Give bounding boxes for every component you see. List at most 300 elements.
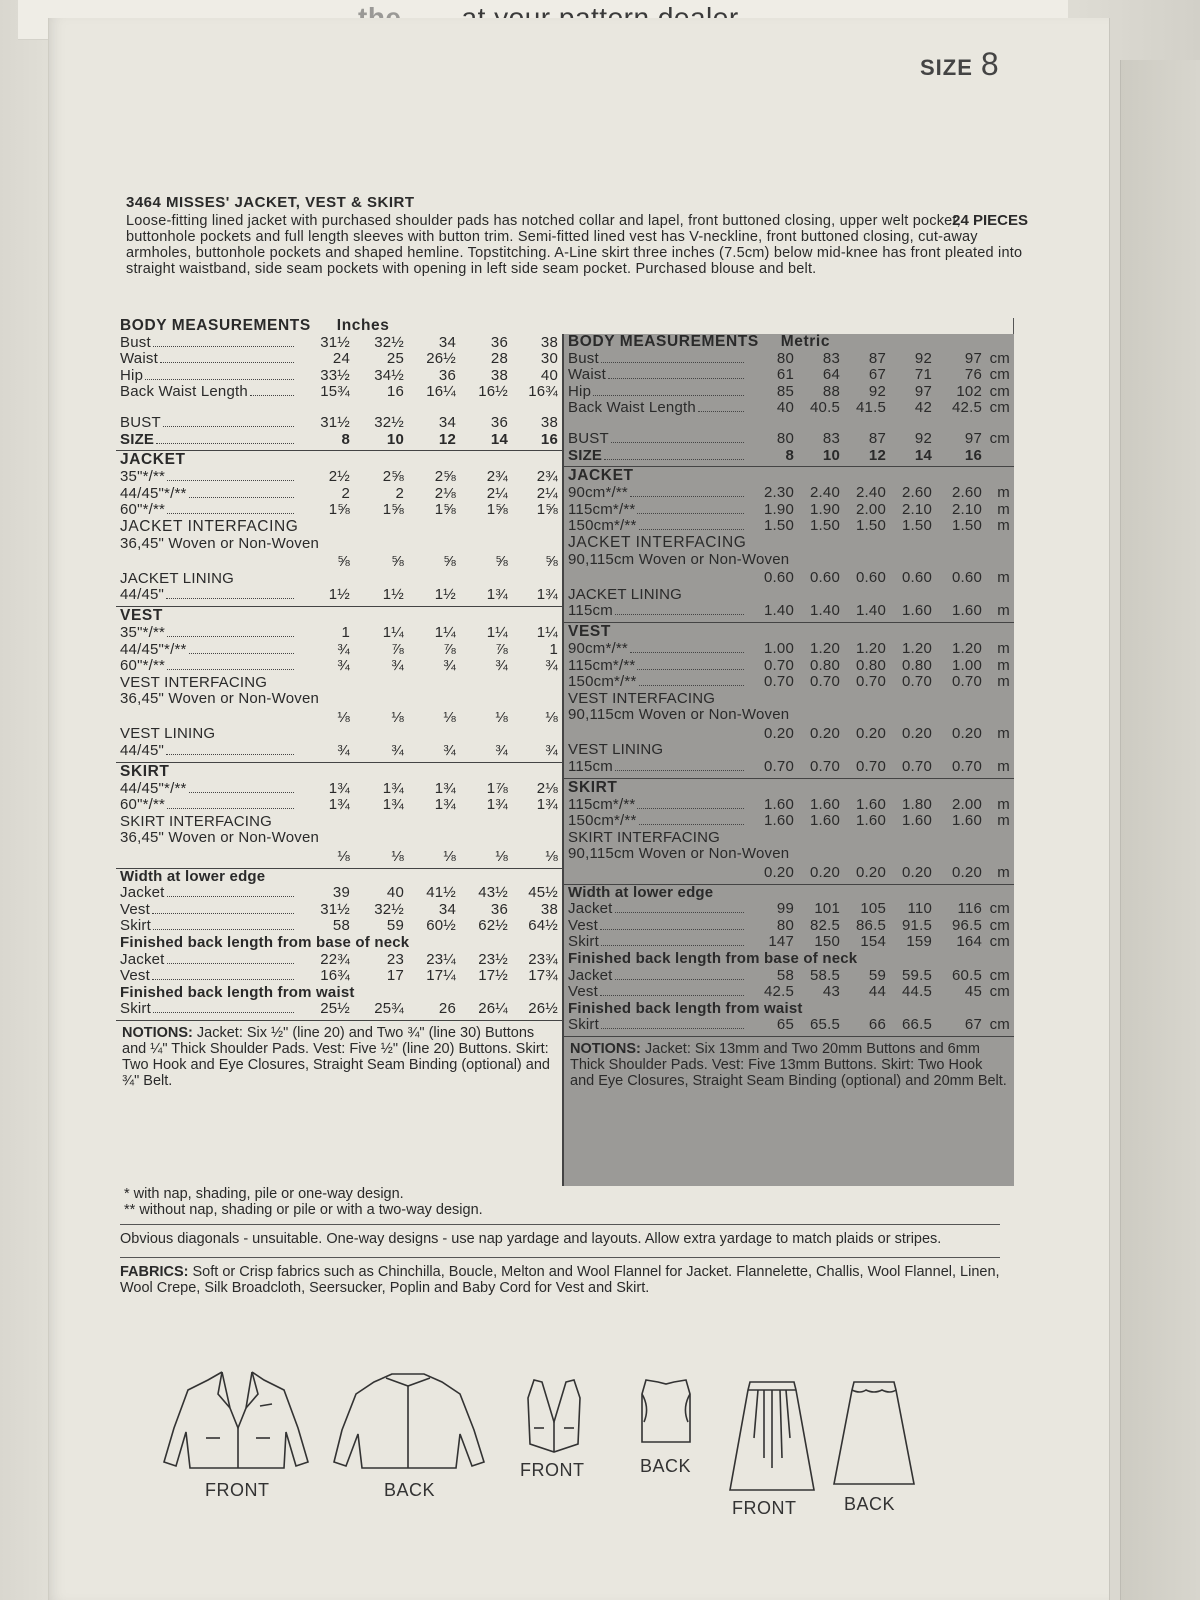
value-cell: 1.20 [902, 639, 932, 657]
value-cell: ⅛ [545, 848, 558, 866]
value-cell: 32½ [374, 413, 404, 431]
value-cell: 28 [490, 350, 508, 368]
value-cell: 8 [785, 446, 794, 464]
skirt-interfacing-title: SKIRT INTERFACING [120, 812, 273, 830]
value-cell: 96.5 [952, 916, 982, 934]
value-cell: 88 [822, 382, 840, 400]
skirt-front-sketch [724, 1378, 820, 1494]
value-cell: 0.20 [856, 864, 886, 882]
value-cell: 99 [776, 900, 794, 918]
value-cell: 17¾ [528, 967, 558, 985]
value-cell: 1¾ [434, 796, 456, 814]
value-cell: 0.70 [952, 758, 982, 776]
value-cell: 65.5 [810, 1016, 840, 1034]
row-label: Skirt [120, 917, 151, 935]
value-cell: 2.00 [856, 500, 886, 518]
skirt-interfacing-sub: 36,45" Woven or Non-Woven [120, 829, 320, 847]
row-label: 44/45" [120, 586, 165, 604]
value-cell: 32½ [374, 333, 404, 351]
value-cells [750, 726, 1010, 743]
jacket-interfacing-sub: 36,45" Woven or Non-Woven [120, 534, 320, 552]
inches-column [116, 318, 562, 1186]
value-cell: 92 [914, 349, 932, 367]
unit-cell: m [997, 758, 1010, 776]
value-cell: 0.70 [952, 673, 982, 691]
value-cell: 1.60 [764, 812, 794, 830]
vest-front-sketch [524, 1378, 584, 1458]
value-cell: 16¾ [320, 967, 350, 985]
value-cell: 67 [868, 366, 886, 384]
body-measurements-title: BODY MEASUREMENTS [120, 317, 311, 334]
row-label: Jacket [568, 966, 613, 984]
value-cell: ¾ [337, 742, 350, 760]
value-cell: 25½ [320, 1000, 350, 1018]
value-cell: 44.5 [902, 983, 932, 1001]
no-nap-note: ** without nap, shading or pile or with a two-way design. [124, 1202, 483, 1218]
leader-dots [639, 685, 744, 686]
value-cell: ¾ [545, 742, 558, 760]
leader-dots [600, 929, 744, 930]
leader-dots [639, 529, 744, 530]
value-cell: ⅛ [337, 708, 350, 726]
row-label: Bust [568, 349, 599, 367]
leader-dots [167, 636, 294, 637]
unit-title: Inches [336, 317, 390, 334]
value-cell: 2 [395, 484, 404, 502]
value-cell: 1¾ [536, 796, 558, 814]
leader-dots [145, 379, 294, 380]
table-row [120, 885, 558, 902]
table-row [568, 641, 1010, 658]
leader-dots [153, 346, 294, 347]
value-cell: 45½ [528, 884, 558, 902]
value-cell: 58.5 [810, 966, 840, 984]
vest-front-label: FRONT [520, 1460, 585, 1480]
skirt-front-label: FRONT [732, 1498, 797, 1518]
value-cell: 147 [768, 933, 794, 951]
value-cell: 2.60 [952, 484, 982, 502]
skirt-interfacing-title: SKIRT INTERFACING [568, 828, 721, 846]
value-cells [300, 486, 558, 503]
value-cell: ⅝ [495, 553, 508, 571]
leader-dots [630, 496, 744, 497]
value-cell: 1.60 [810, 812, 840, 830]
vest-interfacing-title: VEST INTERFACING [120, 673, 268, 691]
row-label: Jacket [568, 900, 613, 918]
value-cell: 66.5 [902, 1016, 932, 1034]
value-cell: 1.50 [856, 517, 886, 535]
value-cell: ⅛ [443, 708, 456, 726]
value-cells [300, 642, 558, 659]
value-cell: 0.20 [902, 864, 932, 882]
row-label: Hip [568, 382, 592, 400]
value-cell: 40 [386, 884, 404, 902]
value-cell: 110 [907, 900, 932, 918]
skirt-interfacing-sub: 90,115cm Woven or Non-Woven [568, 845, 790, 863]
table-row [120, 384, 558, 401]
vest-interfacing-title: VEST INTERFACING [568, 689, 716, 707]
value-cell: ⅛ [545, 708, 558, 726]
leader-dots [637, 808, 744, 809]
jacket-front-label: FRONT [205, 1480, 270, 1500]
value-cells [750, 901, 1010, 918]
value-cell: 1¾ [382, 779, 404, 797]
unit-cell: m [997, 673, 1010, 691]
value-cell: 16 [386, 383, 404, 401]
leader-dots [156, 443, 294, 444]
unit-cell: m [997, 724, 1010, 742]
value-cell: 26 [438, 1000, 456, 1018]
table-row [120, 502, 558, 519]
skirt-title: SKIRT [120, 762, 170, 780]
value-cell: 1.20 [856, 639, 886, 657]
skirt-section [564, 779, 1014, 885]
value-cell: 38 [540, 900, 558, 918]
value-cell: 24 [332, 350, 350, 368]
table-row [568, 400, 1010, 417]
value-cell: ¾ [391, 742, 404, 760]
leader-dots [152, 913, 294, 914]
value-cell: 164 [956, 933, 982, 951]
value-cell: 58 [332, 917, 350, 935]
vest-section [116, 607, 562, 763]
value-cell: 1.40 [764, 602, 794, 620]
value-cell: 1.90 [810, 500, 840, 518]
value-cell: 31½ [320, 413, 350, 431]
section-header [568, 334, 1010, 351]
table-row [120, 554, 558, 571]
value-cell: 86.5 [856, 916, 886, 934]
value-cells [750, 351, 1010, 368]
value-cells [750, 674, 1010, 691]
row-label: Vest [120, 967, 150, 985]
value-cells [300, 902, 558, 919]
value-cell: 80 [776, 429, 794, 447]
value-cell: 1.40 [810, 602, 840, 620]
value-cell: ⅞ [495, 640, 508, 658]
value-cell: ¾ [495, 742, 508, 760]
vest-lining-title: VEST LINING [568, 741, 664, 759]
value-cell: 17½ [478, 967, 508, 985]
leader-dots [189, 653, 294, 654]
row-label: SIZE [120, 430, 155, 448]
value-cell: 92 [868, 382, 886, 400]
leader-dots [167, 480, 294, 481]
value-cell: 1 [549, 640, 558, 658]
value-cell: 0.60 [902, 569, 932, 587]
value-cell: 38 [540, 413, 558, 431]
vest-section [564, 623, 1014, 779]
value-cell: 1.50 [810, 517, 840, 535]
value-cells [300, 1001, 558, 1018]
value-cell: 0.70 [856, 673, 886, 691]
unit-cell: cm [989, 366, 1010, 384]
value-cell: 42.5 [764, 983, 794, 1001]
value-cell: 64½ [528, 917, 558, 935]
unit-cell: m [997, 656, 1010, 674]
row-label: 60"*/** [120, 501, 166, 519]
leader-dots [600, 995, 744, 996]
value-cells [750, 603, 1010, 620]
value-cell: 1⅝ [434, 501, 456, 519]
size-stamp: SIZE 8 [920, 46, 1000, 82]
jacket-lining-title: JACKET LINING [568, 585, 683, 603]
value-cells [750, 797, 1010, 814]
table-row [120, 351, 558, 368]
value-cell: 0.80 [902, 656, 932, 674]
skirt-title: SKIRT [568, 778, 618, 796]
value-cell: 2¾ [486, 468, 508, 486]
value-cell: 25¾ [374, 1000, 404, 1018]
skirt-section [116, 763, 562, 869]
value-cells [300, 432, 558, 449]
value-cell: 10 [386, 430, 404, 448]
value-cell: 1¾ [434, 779, 456, 797]
value-cells [750, 384, 1010, 401]
row-label: 115cm [568, 602, 613, 620]
table-row [120, 797, 558, 814]
value-cell: 2¼ [536, 484, 558, 502]
value-cell: 0.80 [856, 656, 886, 674]
value-cell: 80 [776, 349, 794, 367]
row-label: 35"*/** [120, 468, 166, 486]
value-cell: 1.00 [764, 639, 794, 657]
value-cell: 2⅛ [434, 484, 456, 502]
value-cell: 1¼ [486, 623, 508, 641]
value-cells [750, 448, 1010, 465]
section-header [120, 318, 558, 335]
value-cell: 62½ [478, 917, 508, 935]
value-cells [750, 918, 1010, 935]
leader-dots [152, 979, 294, 980]
value-cell: 1.20 [810, 639, 840, 657]
table-row [568, 658, 1010, 675]
value-cell: 1¼ [382, 623, 404, 641]
table-row [568, 431, 1010, 448]
value-cell: 1.50 [902, 517, 932, 535]
value-cell: 2.40 [810, 484, 840, 502]
value-cell: 40 [776, 399, 794, 417]
value-cell: 32½ [374, 900, 404, 918]
value-cell: 2½ [328, 468, 350, 486]
value-cell: 34 [438, 900, 456, 918]
table-row [120, 642, 558, 659]
table-row [568, 570, 1010, 587]
value-cell: 0.70 [902, 758, 932, 776]
value-cells [300, 849, 558, 866]
body-measurements-section [564, 334, 1014, 467]
value-cell: 76 [964, 366, 982, 384]
value-cell: 1¾ [486, 796, 508, 814]
jacket-back-label: BACK [384, 1480, 436, 1500]
row-label: Waist [568, 366, 606, 384]
row-label: 60"*/** [120, 796, 166, 814]
table-row [568, 813, 1010, 830]
vest-back-label: BACK [640, 1456, 692, 1476]
value-cell: 1⅞ [486, 779, 508, 797]
row-label: Hip [120, 366, 144, 384]
value-cells [300, 469, 558, 486]
leader-dots [593, 395, 744, 396]
value-cell: 102 [956, 382, 982, 400]
value-cells [300, 554, 558, 571]
row-label: Vest [568, 983, 598, 1001]
table-row [120, 968, 558, 985]
value-cell: 17¼ [426, 967, 456, 985]
jacket-front-sketch [160, 1368, 320, 1478]
value-cell: ¾ [391, 657, 404, 675]
unit-cell: cm [989, 399, 1010, 417]
leader-dots [250, 395, 294, 396]
value-cell: 2 [341, 484, 350, 502]
value-cell: 1⅝ [536, 501, 558, 519]
leader-dots [615, 770, 744, 771]
leader-dots [615, 979, 744, 980]
value-cells [300, 502, 558, 519]
value-cell: 59.5 [902, 966, 932, 984]
value-cell: 16 [540, 430, 558, 448]
table-row [120, 469, 558, 486]
pieces-count: 24 PIECES [952, 212, 1028, 229]
table-row [120, 415, 558, 432]
value-cell: 105 [860, 900, 886, 918]
vest-interfacing-sub: 36,45" Woven or Non-Woven [120, 690, 320, 708]
row-label: Skirt [568, 933, 599, 951]
leader-dots [601, 945, 744, 946]
table-row [120, 849, 558, 866]
finished-measurements-section [564, 885, 1014, 1037]
unit-cell: cm [989, 966, 1010, 984]
value-cell: 0.20 [856, 724, 886, 742]
table-row [568, 448, 1010, 465]
value-cell: 1 [341, 623, 350, 641]
row-label: 115cm [568, 758, 613, 776]
value-cells [300, 587, 558, 604]
leader-dots [167, 963, 294, 964]
leader-dots [167, 808, 294, 809]
leader-dots [637, 669, 744, 670]
value-cells [300, 885, 558, 902]
table-row [568, 674, 1010, 691]
value-cells [300, 710, 558, 727]
value-cell: 1¾ [328, 796, 350, 814]
value-cell: 85 [776, 382, 794, 400]
value-cell: 16½ [478, 383, 508, 401]
unit-cell: cm [989, 900, 1010, 918]
jacket-section [564, 467, 1014, 623]
jacket-section [116, 451, 562, 607]
table-row [120, 1001, 558, 1018]
value-cell: 1.20 [952, 639, 982, 657]
row-label: Back Waist Length [120, 383, 248, 401]
row-label: Waist [120, 350, 158, 368]
envelope-back-edge [1120, 60, 1200, 1600]
value-cells [750, 400, 1010, 417]
table-row [568, 934, 1010, 951]
leader-dots [167, 513, 294, 514]
value-cell: 154 [860, 933, 886, 951]
row-label: Skirt [120, 1000, 151, 1018]
value-cell: 65 [776, 1016, 794, 1034]
value-cell: ¾ [545, 657, 558, 675]
value-cell: 1.60 [952, 602, 982, 620]
table-row [568, 759, 1010, 776]
unit-title: Metric [780, 333, 831, 350]
value-cell: 97 [964, 349, 982, 367]
row-label: 115cm*/** [568, 500, 636, 518]
value-cells [750, 485, 1010, 502]
value-cell: 0.70 [856, 758, 886, 776]
value-cell: 14 [914, 446, 932, 464]
value-cell: 1.00 [952, 656, 982, 674]
unit-cell: m [997, 795, 1010, 813]
value-cell: 83 [822, 349, 840, 367]
value-cell: 23¼ [426, 950, 456, 968]
unit-cell: cm [989, 1016, 1010, 1034]
table-row [568, 1017, 1010, 1034]
value-cells [300, 384, 558, 401]
value-cell: ⅛ [391, 708, 404, 726]
leader-dots [615, 912, 744, 913]
value-cells [300, 415, 558, 432]
unit-cell: cm [989, 916, 1010, 934]
table-row [568, 502, 1010, 519]
value-cell: 61 [776, 366, 794, 384]
value-cell: 1.50 [764, 517, 794, 535]
leader-dots [189, 792, 294, 793]
leader-dots [166, 598, 294, 599]
value-cell: ⅛ [443, 848, 456, 866]
row-label: 115cm*/** [568, 656, 636, 674]
value-cells [750, 1017, 1010, 1034]
value-cell: 25 [386, 350, 404, 368]
value-cell: 23 [386, 950, 404, 968]
value-cells [300, 797, 558, 814]
value-cell: 60½ [426, 917, 456, 935]
value-cell: 1.40 [856, 602, 886, 620]
unit-cell: m [997, 517, 1010, 535]
unit-cell: m [997, 484, 1010, 502]
value-cell: 0.20 [952, 724, 982, 742]
value-cell: 1⅝ [328, 501, 350, 519]
value-cell: 66 [868, 1016, 886, 1034]
value-cell: 43½ [478, 884, 508, 902]
notions-text: Jacket: Six ½" (line 20) and Two ¾" (line 30) Buttons and ¼" Thick Shoulder Pads. Vest: Five ½" (line 20) Buttons. Skirt: Two Hook and Eye Closures, Straight Seam Binding (optional) and ¾" Belt. [122, 1024, 550, 1089]
unit-cell: cm [989, 933, 1010, 951]
value-cell: 42 [914, 399, 932, 417]
notions-section [564, 1037, 1014, 1093]
leader-dots [639, 824, 744, 825]
jacket-interfacing-sub: 90,115cm Woven or Non-Woven [568, 550, 790, 568]
value-cell: 59 [868, 966, 886, 984]
table-row [120, 587, 558, 604]
row-label: 115cm*/** [568, 795, 636, 813]
value-cell: 2.60 [902, 484, 932, 502]
value-cells [750, 984, 1010, 1001]
value-cell: 97 [914, 382, 932, 400]
value-cell: 64 [822, 366, 840, 384]
value-cell: 67 [964, 1016, 982, 1034]
nap-note: * with nap, shading, pile or one-way design. [124, 1186, 404, 1202]
value-cell: 33½ [320, 366, 350, 384]
value-cell: 1.50 [952, 517, 982, 535]
value-cell: 1.80 [902, 795, 932, 813]
value-cells [750, 759, 1010, 776]
table-row [120, 918, 558, 935]
value-cell: 34 [438, 413, 456, 431]
value-cell: 1.60 [856, 812, 886, 830]
value-cell: 116 [957, 900, 982, 918]
